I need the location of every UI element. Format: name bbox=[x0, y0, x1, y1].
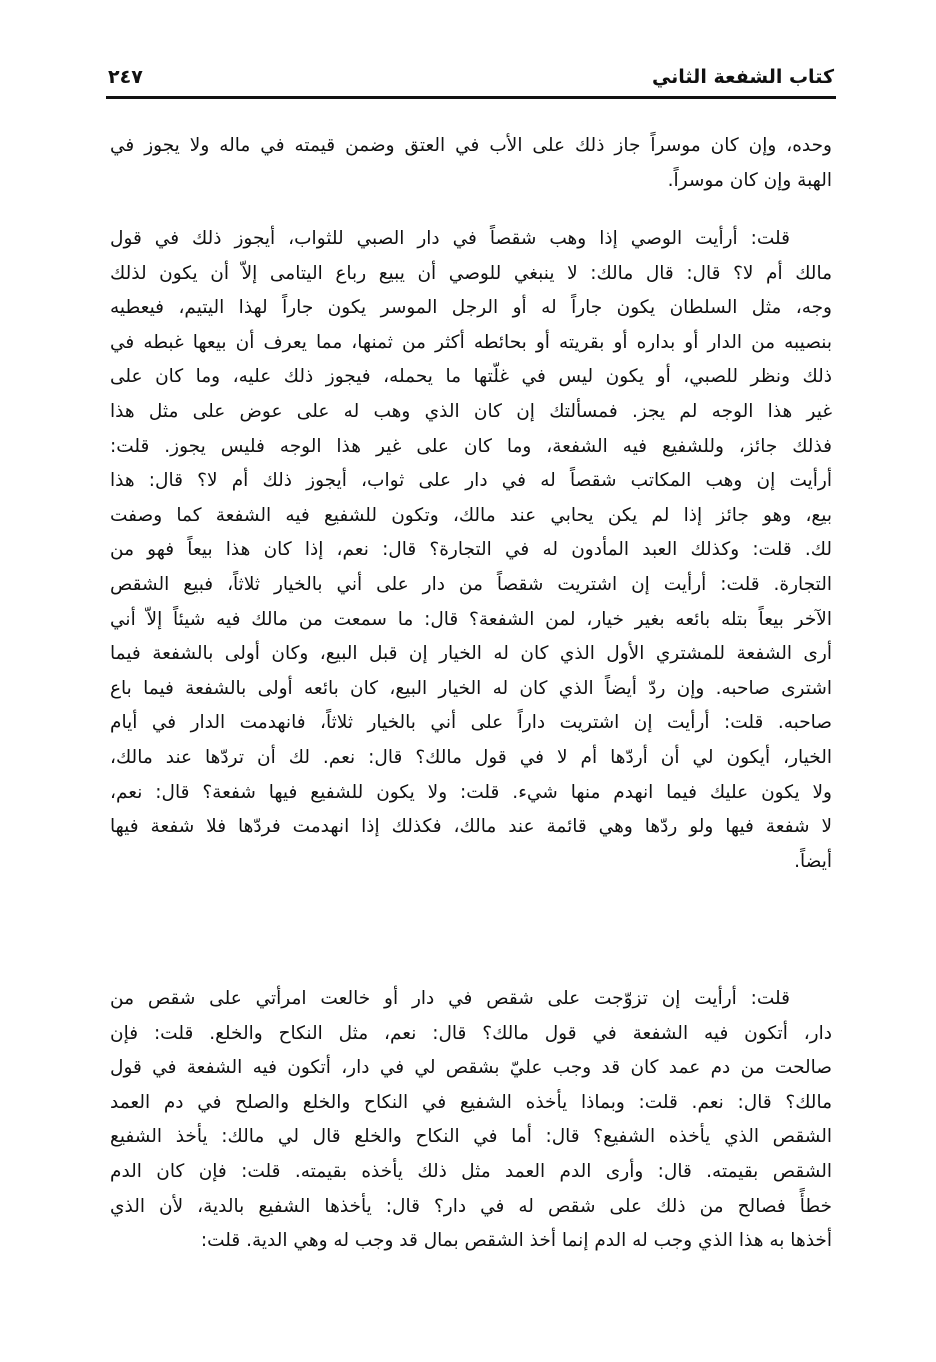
text-line: قلت: أرأيت الوصي إذا وهب شقصاً في دار الصبي للثواب، أيجوز ذلك في قول bbox=[110, 228, 790, 249]
text-line: الآخر بيعاً بتله بائعه بغير خيار، لمن الشفعة؟ قال: ما سمعت من مالك فيه شيئاً إلاّ أني bbox=[110, 608, 832, 630]
text-line: خطأً فصالح من ذلك على شقص له في دار؟ قال: يأخذها الشفيع بالدية، لأن الذي bbox=[110, 1195, 832, 1217]
paragraph-2 bbox=[110, 222, 832, 879]
text-line: ولا يكون عليك فيما انهدم منها شيء. قلت: ولا يكون للشفيع فيها شفعة؟ قال: نعم، bbox=[110, 781, 832, 803]
text-line: أرى الشفعة للمشتري الأول الذي كان له الخيار إن قبل البيع، وكان أولى بالشفعة فيما bbox=[110, 643, 832, 665]
header-rule bbox=[106, 96, 836, 99]
text-line: أخذها به هذا الذي وجب له الدم إنما أخذ الشقص بمال قد وجب له وهي الدية. قلت: bbox=[200, 1230, 832, 1252]
text-line: بنصيبه من الدار أو بداره أو بقريته أو بحائطه أكثر من ثمنها، مما يعرف أن بيعها غبطه في bbox=[110, 331, 832, 353]
text-line: التجارة. قلت: أرأيت إن اشتريت شقصاً من دار على أني بالخيار ثلاثاً، فبيع الشقص bbox=[110, 573, 832, 595]
text-line: ذلك ونظر للصبي، أو يكون ليس في غلّتها ما يحمله، فيجوز ذلك عليه، وما كان على bbox=[110, 366, 832, 388]
text-line: الخيار، أيكون لي أن أردّها أم لا في قول مالك؟ قال: نعم. لك أن تردّها عند مالك، bbox=[110, 746, 832, 768]
text-line: اشترى صاحبه. وإن ردّ أيضاً الذي كان له الخيار البيع، كان بائعه أولى بالشفعة فيما باع bbox=[110, 677, 832, 699]
text-line: أرأيت إن وهب المكاتب شقصاً له في دار على ثواب، أيجوز ذلك أم لا؟ قال: هذا bbox=[110, 470, 832, 492]
running-title: كتاب الشفعة الثاني bbox=[651, 66, 834, 88]
text-line: أيضاً. bbox=[794, 850, 832, 872]
text-line: الهبة وإن كان موسراً. bbox=[667, 169, 832, 191]
text-line: وجه، مثل السلطان يكون جاراً له أو الرجل الموسر يكون جاراً لهذا اليتيم، فيعطيه bbox=[110, 297, 832, 319]
text-line: وحده، وإن كان موسراً جاز ذلك على الأب في العتق وضمن قيمته في ماله ولا يجوز في bbox=[110, 135, 832, 156]
text-line: لك. قلت: وكذلك العبد المأدون له في التجارة؟ قال: نعم، إذا كان هذا بيعاً فهو من bbox=[110, 539, 832, 561]
paragraph-1 bbox=[110, 129, 832, 198]
text-line: صالحت من دم عمد كان قد وجب عليّ بشقص لي في دار، أتكون فيه الشفعة في قول bbox=[110, 1057, 832, 1079]
text-line: غير هذا الوجه لم يجز. فمسألتك إن كان الذي وهب له على عوض على مثل هذا bbox=[110, 400, 832, 422]
text-line: فذلك جائز، وللشفيع فيه الشفعة، وما كان على غير هذا الوجه فليس يجوز. قلت: bbox=[110, 435, 832, 457]
text-line: مالك أم لا؟ قال: قال مالك: لا ينبغي للوصي أن يبيع رباع اليتامى إلاّ أن يكون لذلك bbox=[110, 262, 832, 284]
text-line: صاحبه. قلت: أرأيت إن اشتريت داراً على أني بالخيار ثلاثاً، فانهدمت الدار في أيام bbox=[110, 712, 832, 734]
paragraph-3 bbox=[110, 982, 832, 1259]
page-number: ٢٤٧ bbox=[108, 66, 143, 88]
text-line: الشقص الذي يأخذه الشفيع؟ قال: أما في النكاح والخلع قال لي مالك: يأخذ الشفيع bbox=[110, 1126, 832, 1148]
text-line: دار، أتكون فيه الشفعة في قول مالك؟ قال: نعم، مثل النكاح والخلع. قلت: فإن bbox=[110, 1022, 832, 1044]
text-line: مالك؟ قال: نعم. قلت: وبماذا يأخذه الشفيع في النكاح والخلع والصلح في دم العمد bbox=[110, 1091, 832, 1113]
text-line: بيع، وهو جائز إذا لم يكن يحابي عند مالك، وتكون للشفيع فيه الشفعة كما وصفت bbox=[110, 504, 832, 526]
page-header bbox=[108, 66, 834, 94]
text-line: الشقص بقيمته. قال: وأرى الدم العمد مثل ذلك يأخذه بقيمته. قلت: فإن كان الدم bbox=[110, 1160, 832, 1182]
text-line: لا شفعة فيها ولو ردّها وهي قائمة عند مالك، فكذلك إذا انهدمت فردّها فلا شفعة فيها bbox=[110, 816, 832, 838]
text-line: قلت: أرأيت إن تزوّجت على شقص في دار أو خالعت امرأتي على شقص من bbox=[110, 988, 790, 1009]
